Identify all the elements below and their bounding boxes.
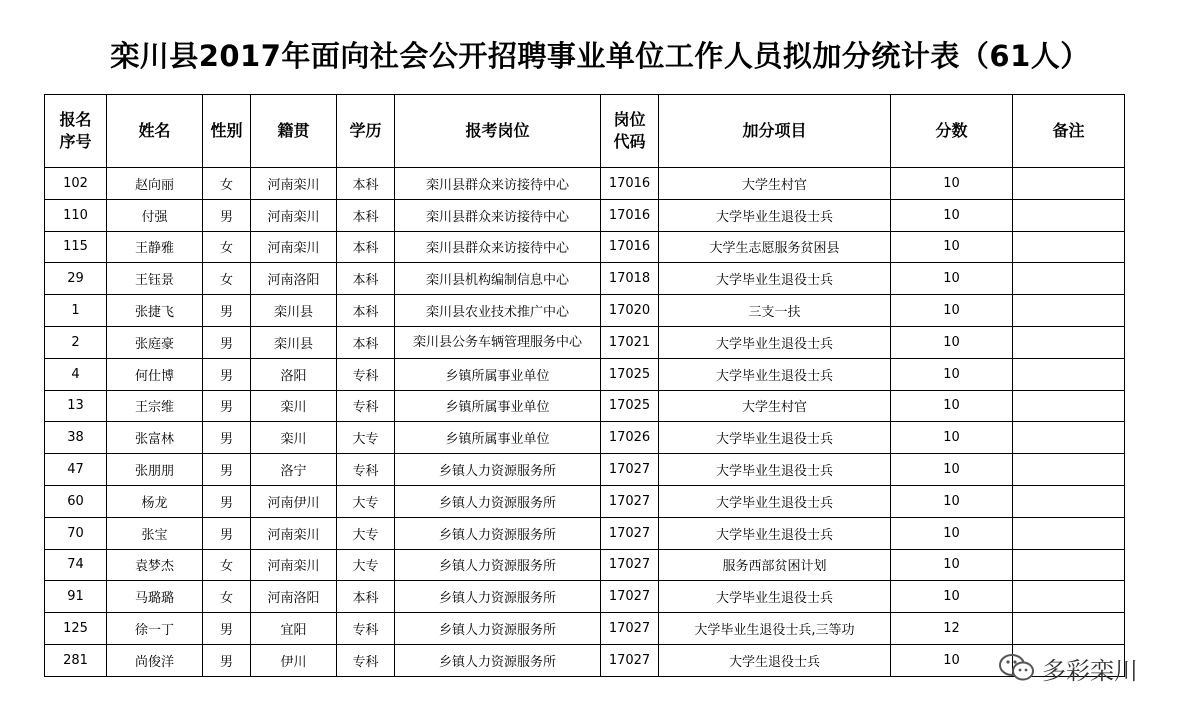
- header-gender: 性别: [203, 95, 251, 168]
- cell-score: 10: [891, 422, 1013, 454]
- cell-seq: 110: [45, 199, 107, 231]
- cell-code: 17027: [601, 517, 659, 549]
- table-row: [45, 168, 1125, 200]
- table-row: [45, 613, 1125, 645]
- table-row: [45, 485, 1125, 517]
- cell-position: 栾川县群众来访接待中心: [395, 231, 601, 263]
- table-row: [45, 581, 1125, 613]
- table-row: [45, 517, 1125, 549]
- cell-origin: 河南伊川: [251, 485, 337, 517]
- cell-gender: 男: [203, 454, 251, 486]
- watermark-text: 多彩栾川: [1042, 656, 1138, 685]
- cell-name: 张庭豪: [107, 326, 203, 358]
- cell-seq: 47: [45, 454, 107, 486]
- cell-score: 10: [891, 454, 1013, 486]
- cell-remark: [1013, 613, 1125, 645]
- cell-origin: 伊川: [251, 644, 337, 676]
- cell-position: 乡镇所属事业单位: [395, 358, 601, 390]
- cell-gender: 男: [203, 644, 251, 676]
- cell-seq: 102: [45, 168, 107, 200]
- cell-origin: 河南洛阳: [251, 263, 337, 295]
- cell-edu: 大专: [337, 422, 395, 454]
- cell-seq: 125: [45, 613, 107, 645]
- cell-edu: 本科: [337, 581, 395, 613]
- cell-position: 乡镇人力资源服务所: [395, 644, 601, 676]
- cell-score: 10: [891, 581, 1013, 613]
- cell-seq: 2: [45, 326, 107, 358]
- cell-remark: [1013, 326, 1125, 358]
- cell-seq: 60: [45, 485, 107, 517]
- cell-code: 17016: [601, 231, 659, 263]
- cell-item: 大学毕业生退役士兵: [659, 199, 891, 231]
- cell-name: 王钰景: [107, 263, 203, 295]
- cell-code: 17016: [601, 199, 659, 231]
- cell-gender: 男: [203, 295, 251, 327]
- cell-seq: 115: [45, 231, 107, 263]
- cell-origin: 河南栾川: [251, 549, 337, 581]
- cell-item: 服务西部贫困计划: [659, 549, 891, 581]
- cell-score: 10: [891, 326, 1013, 358]
- cell-seq: 70: [45, 517, 107, 549]
- cell-remark: [1013, 263, 1125, 295]
- cell-edu: 专科: [337, 390, 395, 422]
- table-row: [45, 549, 1125, 581]
- table-row: [45, 454, 1125, 486]
- cell-item: 大学毕业生退役士兵: [659, 326, 891, 358]
- cell-remark: [1013, 454, 1125, 486]
- cell-remark: [1013, 295, 1125, 327]
- cell-name: 赵向丽: [107, 168, 203, 200]
- header-code: 岗位代码: [601, 95, 659, 168]
- cell-seq: 29: [45, 263, 107, 295]
- cell-origin: 河南栾川: [251, 168, 337, 200]
- cell-name: 王静雅: [107, 231, 203, 263]
- cell-gender: 男: [203, 422, 251, 454]
- cell-edu: 大专: [337, 549, 395, 581]
- cell-gender: 女: [203, 231, 251, 263]
- cell-seq: 91: [45, 581, 107, 613]
- cell-origin: 栾川县: [251, 295, 337, 327]
- cell-remark: [1013, 168, 1125, 200]
- cell-code: 17018: [601, 263, 659, 295]
- cell-gender: 女: [203, 581, 251, 613]
- cell-origin: 河南栾川: [251, 517, 337, 549]
- cell-origin: 河南栾川: [251, 231, 337, 263]
- cell-gender: 男: [203, 199, 251, 231]
- cell-origin: 洛宁: [251, 454, 337, 486]
- cell-code: 17027: [601, 644, 659, 676]
- cell-item: 三支一扶: [659, 295, 891, 327]
- table-row: [45, 326, 1125, 358]
- cell-position: 栾川县机构编制信息中心: [395, 263, 601, 295]
- cell-origin: 河南栾川: [251, 199, 337, 231]
- cell-seq: 1: [45, 295, 107, 327]
- table-row: [45, 263, 1125, 295]
- cell-code: 17026: [601, 422, 659, 454]
- cell-edu: 本科: [337, 295, 395, 327]
- score-table: [44, 94, 1125, 677]
- cell-score: 10: [891, 231, 1013, 263]
- table-row: [45, 390, 1125, 422]
- cell-item: 大学毕业生退役士兵: [659, 263, 891, 295]
- cell-edu: 大专: [337, 485, 395, 517]
- cell-position: 乡镇人力资源服务所: [395, 613, 601, 645]
- cell-name: 张宝: [107, 517, 203, 549]
- page-title: 栾川县2017年面向社会公开招聘事业单位工作人员拟加分统计表（61人）: [110, 39, 1090, 73]
- cell-position: 乡镇人力资源服务所: [395, 454, 601, 486]
- cell-seq: 281: [45, 644, 107, 676]
- cell-item: 大学生村官: [659, 168, 891, 200]
- cell-seq: 13: [45, 390, 107, 422]
- cell-edu: 本科: [337, 263, 395, 295]
- header-name: 姓名: [107, 95, 203, 168]
- cell-gender: 女: [203, 263, 251, 295]
- cell-score: 10: [891, 358, 1013, 390]
- cell-name: 马璐璐: [107, 581, 203, 613]
- cell-gender: 男: [203, 326, 251, 358]
- cell-score: 10: [891, 517, 1013, 549]
- cell-code: 17027: [601, 613, 659, 645]
- cell-code: 17027: [601, 454, 659, 486]
- cell-name: 徐一丁: [107, 613, 203, 645]
- cell-score: 10: [891, 199, 1013, 231]
- cell-score: 10: [891, 168, 1013, 200]
- cell-score: 10: [891, 485, 1013, 517]
- cell-origin: 宜阳: [251, 613, 337, 645]
- cell-item: 大学毕业生退役士兵: [659, 454, 891, 486]
- cell-position: 栾川县公务车辆管理服务中心: [395, 326, 601, 358]
- cell-position: 乡镇所属事业单位: [395, 422, 601, 454]
- cell-score: 10: [891, 549, 1013, 581]
- cell-edu: 本科: [337, 168, 395, 200]
- table-row: [45, 644, 1125, 676]
- cell-gender: 女: [203, 549, 251, 581]
- cell-position: 乡镇人力资源服务所: [395, 549, 601, 581]
- cell-edu: 专科: [337, 358, 395, 390]
- cell-origin: 洛阳: [251, 358, 337, 390]
- cell-position: 乡镇人力资源服务所: [395, 581, 601, 613]
- cell-name: 张捷飞: [107, 295, 203, 327]
- cell-name: 何仕博: [107, 358, 203, 390]
- cell-gender: 男: [203, 517, 251, 549]
- table-row: [45, 231, 1125, 263]
- header-origin: 籍贯: [251, 95, 337, 168]
- cell-origin: 栾川县: [251, 326, 337, 358]
- cell-item: 大学生村官: [659, 390, 891, 422]
- cell-name: 袁梦杰: [107, 549, 203, 581]
- cell-name: 张富林: [107, 422, 203, 454]
- cell-code: 17025: [601, 390, 659, 422]
- cell-remark: [1013, 581, 1125, 613]
- table-row: [45, 199, 1125, 231]
- cell-code: 17020: [601, 295, 659, 327]
- cell-item: 大学生志愿服务贫困县: [659, 231, 891, 263]
- cell-code: 17027: [601, 549, 659, 581]
- cell-gender: 女: [203, 168, 251, 200]
- cell-score: 10: [891, 644, 1013, 676]
- cell-code: 17027: [601, 485, 659, 517]
- cell-position: 乡镇人力资源服务所: [395, 517, 601, 549]
- cell-code: 17016: [601, 168, 659, 200]
- table-row: [45, 422, 1125, 454]
- cell-gender: 男: [203, 390, 251, 422]
- watermark: [998, 648, 1138, 688]
- cell-edu: 专科: [337, 644, 395, 676]
- cell-score: 10: [891, 263, 1013, 295]
- cell-origin: 栾川: [251, 422, 337, 454]
- cell-remark: [1013, 231, 1125, 263]
- header-remark: 备注: [1013, 95, 1125, 168]
- cell-position: 栾川县农业技术推广中心: [395, 295, 601, 327]
- wechat-icon: [998, 652, 1036, 684]
- header-education: 学历: [337, 95, 395, 168]
- cell-item: 大学毕业生退役士兵: [659, 358, 891, 390]
- cell-gender: 男: [203, 613, 251, 645]
- cell-score: 10: [891, 295, 1013, 327]
- cell-position: 栾川县群众来访接待中心: [395, 168, 601, 200]
- cell-origin: 河南洛阳: [251, 581, 337, 613]
- header-score: 分数: [891, 95, 1013, 168]
- cell-gender: 男: [203, 485, 251, 517]
- cell-gender: 男: [203, 358, 251, 390]
- cell-remark: [1013, 199, 1125, 231]
- cell-score: 10: [891, 390, 1013, 422]
- cell-name: 张朋朋: [107, 454, 203, 486]
- cell-item: 大学毕业生退役士兵,三等功: [659, 613, 891, 645]
- cell-position: 乡镇所属事业单位: [395, 390, 601, 422]
- cell-remark: [1013, 422, 1125, 454]
- cell-edu: 本科: [337, 326, 395, 358]
- cell-score: 12: [891, 613, 1013, 645]
- cell-edu: 本科: [337, 231, 395, 263]
- cell-seq: 74: [45, 549, 107, 581]
- cell-seq: 38: [45, 422, 107, 454]
- header-position: 报考岗位: [395, 95, 601, 168]
- cell-remark: [1013, 549, 1125, 581]
- cell-name: 王宗维: [107, 390, 203, 422]
- cell-name: 杨龙: [107, 485, 203, 517]
- cell-remark: [1013, 485, 1125, 517]
- cell-name: 尚俊洋: [107, 644, 203, 676]
- header-bonus-item: 加分项目: [659, 95, 891, 168]
- cell-remark: [1013, 517, 1125, 549]
- cell-seq: 4: [45, 358, 107, 390]
- table-row: [45, 358, 1125, 390]
- cell-item: 大学毕业生退役士兵: [659, 422, 891, 454]
- cell-edu: 专科: [337, 454, 395, 486]
- table-header-row: [45, 95, 1125, 168]
- cell-code: 17025: [601, 358, 659, 390]
- cell-item: 大学毕业生退役士兵: [659, 581, 891, 613]
- cell-code: 17027: [601, 581, 659, 613]
- cell-edu: 本科: [337, 199, 395, 231]
- cell-remark: [1013, 358, 1125, 390]
- table-row: [45, 295, 1125, 327]
- cell-code: 17021: [601, 326, 659, 358]
- cell-name: 付强: [107, 199, 203, 231]
- cell-item: 大学生退役士兵: [659, 644, 891, 676]
- cell-origin: 栾川: [251, 390, 337, 422]
- cell-position: 乡镇人力资源服务所: [395, 485, 601, 517]
- cell-edu: 专科: [337, 613, 395, 645]
- cell-item: 大学毕业生退役士兵: [659, 517, 891, 549]
- header-seq: 报名序号: [45, 95, 107, 168]
- cell-position: 栾川县群众来访接待中心: [395, 199, 601, 231]
- cell-remark: [1013, 390, 1125, 422]
- cell-item: 大学毕业生退役士兵: [659, 485, 891, 517]
- cell-edu: 大专: [337, 517, 395, 549]
- table-body: [45, 168, 1125, 677]
